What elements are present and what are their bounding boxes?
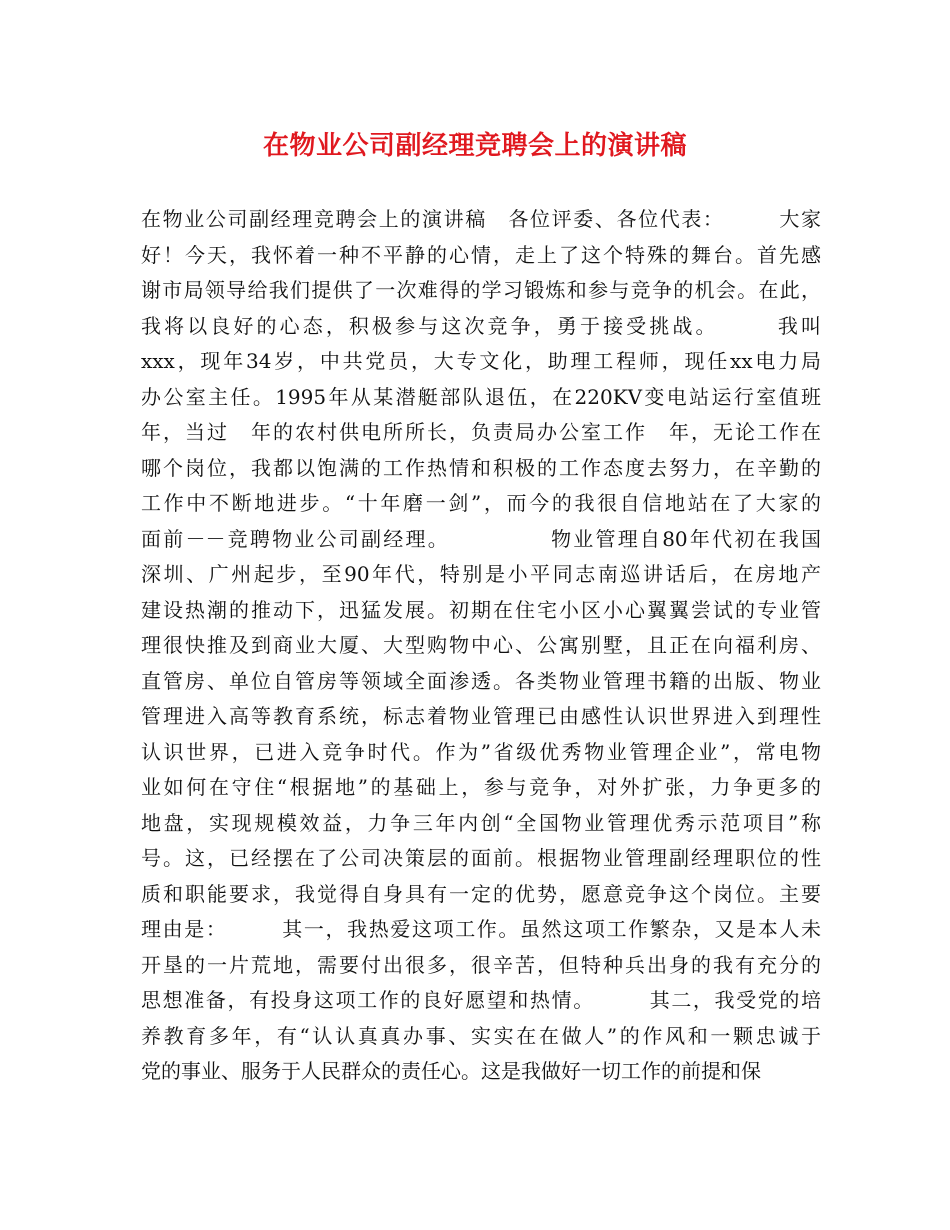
document-body — [141, 202, 821, 1090]
body-line: 业如何在守住“根据地”的基础上，参与竞争，对外扩张，力争更多的 — [141, 775, 821, 799]
body-line: 质和职能要求，我觉得自身具有一定的优势，愿意竞争这个岗位。主要 — [141, 881, 821, 906]
body-line: 直管房、单位自管房等领域全面渗透。各类物业管理书籍的出版、物业 — [141, 668, 821, 693]
document-title: 在物业公司副经理竞聘会上的演讲稿 — [262, 131, 687, 161]
body-line: 好！今天，我怀着一种不平静的心情，走上了这个特殊的舞台。首先感 — [141, 242, 821, 267]
body-line: 理由是： 其一，我热爱这项工作。虽然这项工作繁杂，又是本人未 — [141, 917, 821, 941]
body-line: 开垦的一片荒地，需要付出很多，很辛苦，但特种兵出身的我有充分的 — [141, 952, 821, 977]
body-line: 号。这，已经摆在了公司决策层的面前。根据物业管理副经理职位的性 — [141, 846, 821, 870]
body-line: 深圳、广州起步，至90年代，特别是小平同志南巡讲话后，在房地产 — [141, 562, 821, 586]
body-line: 面前－－竞聘物业公司副经理。 物业管理自80年代初在我国 — [141, 526, 821, 551]
body-line: 党的事业、服务于人民群众的责任心。这是我做好一切工作的前提和保 — [141, 1059, 761, 1083]
body-line: 思想准备，有投身这项工作的良好愿望和热情。 其二，我受党的培 — [141, 988, 821, 1012]
body-line: 办公室主任。1995年从某潜艇部队退伍，在220KV变电站运行室值班 — [141, 384, 821, 409]
body-line: xxx，现年34岁，中共党员，大专文化，助理工程师，现任xx电力局 — [141, 349, 821, 373]
body-line: 理很快推及到商业大厦、大型购物中心、公寓别墅，且正在向福利房、 — [141, 633, 821, 657]
body-line: 地盘，实现规模效益，力争三年内创“全国物业管理优秀示范项目”称 — [141, 810, 821, 835]
body-line: 谢市局领导给我们提供了一次难得的学习锻炼和参与竞争的机会。在此， — [141, 278, 821, 302]
body-line: 哪个岗位，我都以饱满的工作热情和积极的工作态度去努力，在辛勤的 — [141, 455, 821, 480]
body-line: 在物业公司副经理竞聘会上的演讲稿 各位评委、各位代表： 大家 — [141, 207, 821, 231]
body-line: 认识世界，已进入竞争时代。作为”省级优秀物业管理企业”，常电物 — [141, 739, 821, 764]
body-line: 养教育多年，有“认认真真办事、实实在在做人”的作风和一颗忠诚于 — [141, 1023, 821, 1048]
body-line: 工作中不断地进步。“十年磨一剑”，而今的我很自信地站在了大家的 — [141, 491, 821, 515]
body-line: 我将以良好的心态，积极参与这次竞争，勇于接受挑战。 我叫 — [141, 313, 821, 338]
body-line: 管理进入高等教育系统，标志着物业管理已由感性认识世界进入到理性 — [141, 704, 821, 728]
body-line: 建设热潮的推动下，迅猛发展。初期在住宅小区小心翼翼尝试的专业管 — [141, 597, 821, 622]
body-line: 年，当过 年的农村供电所所长，负责局办公室工作 年，无论工作在 — [141, 420, 821, 444]
